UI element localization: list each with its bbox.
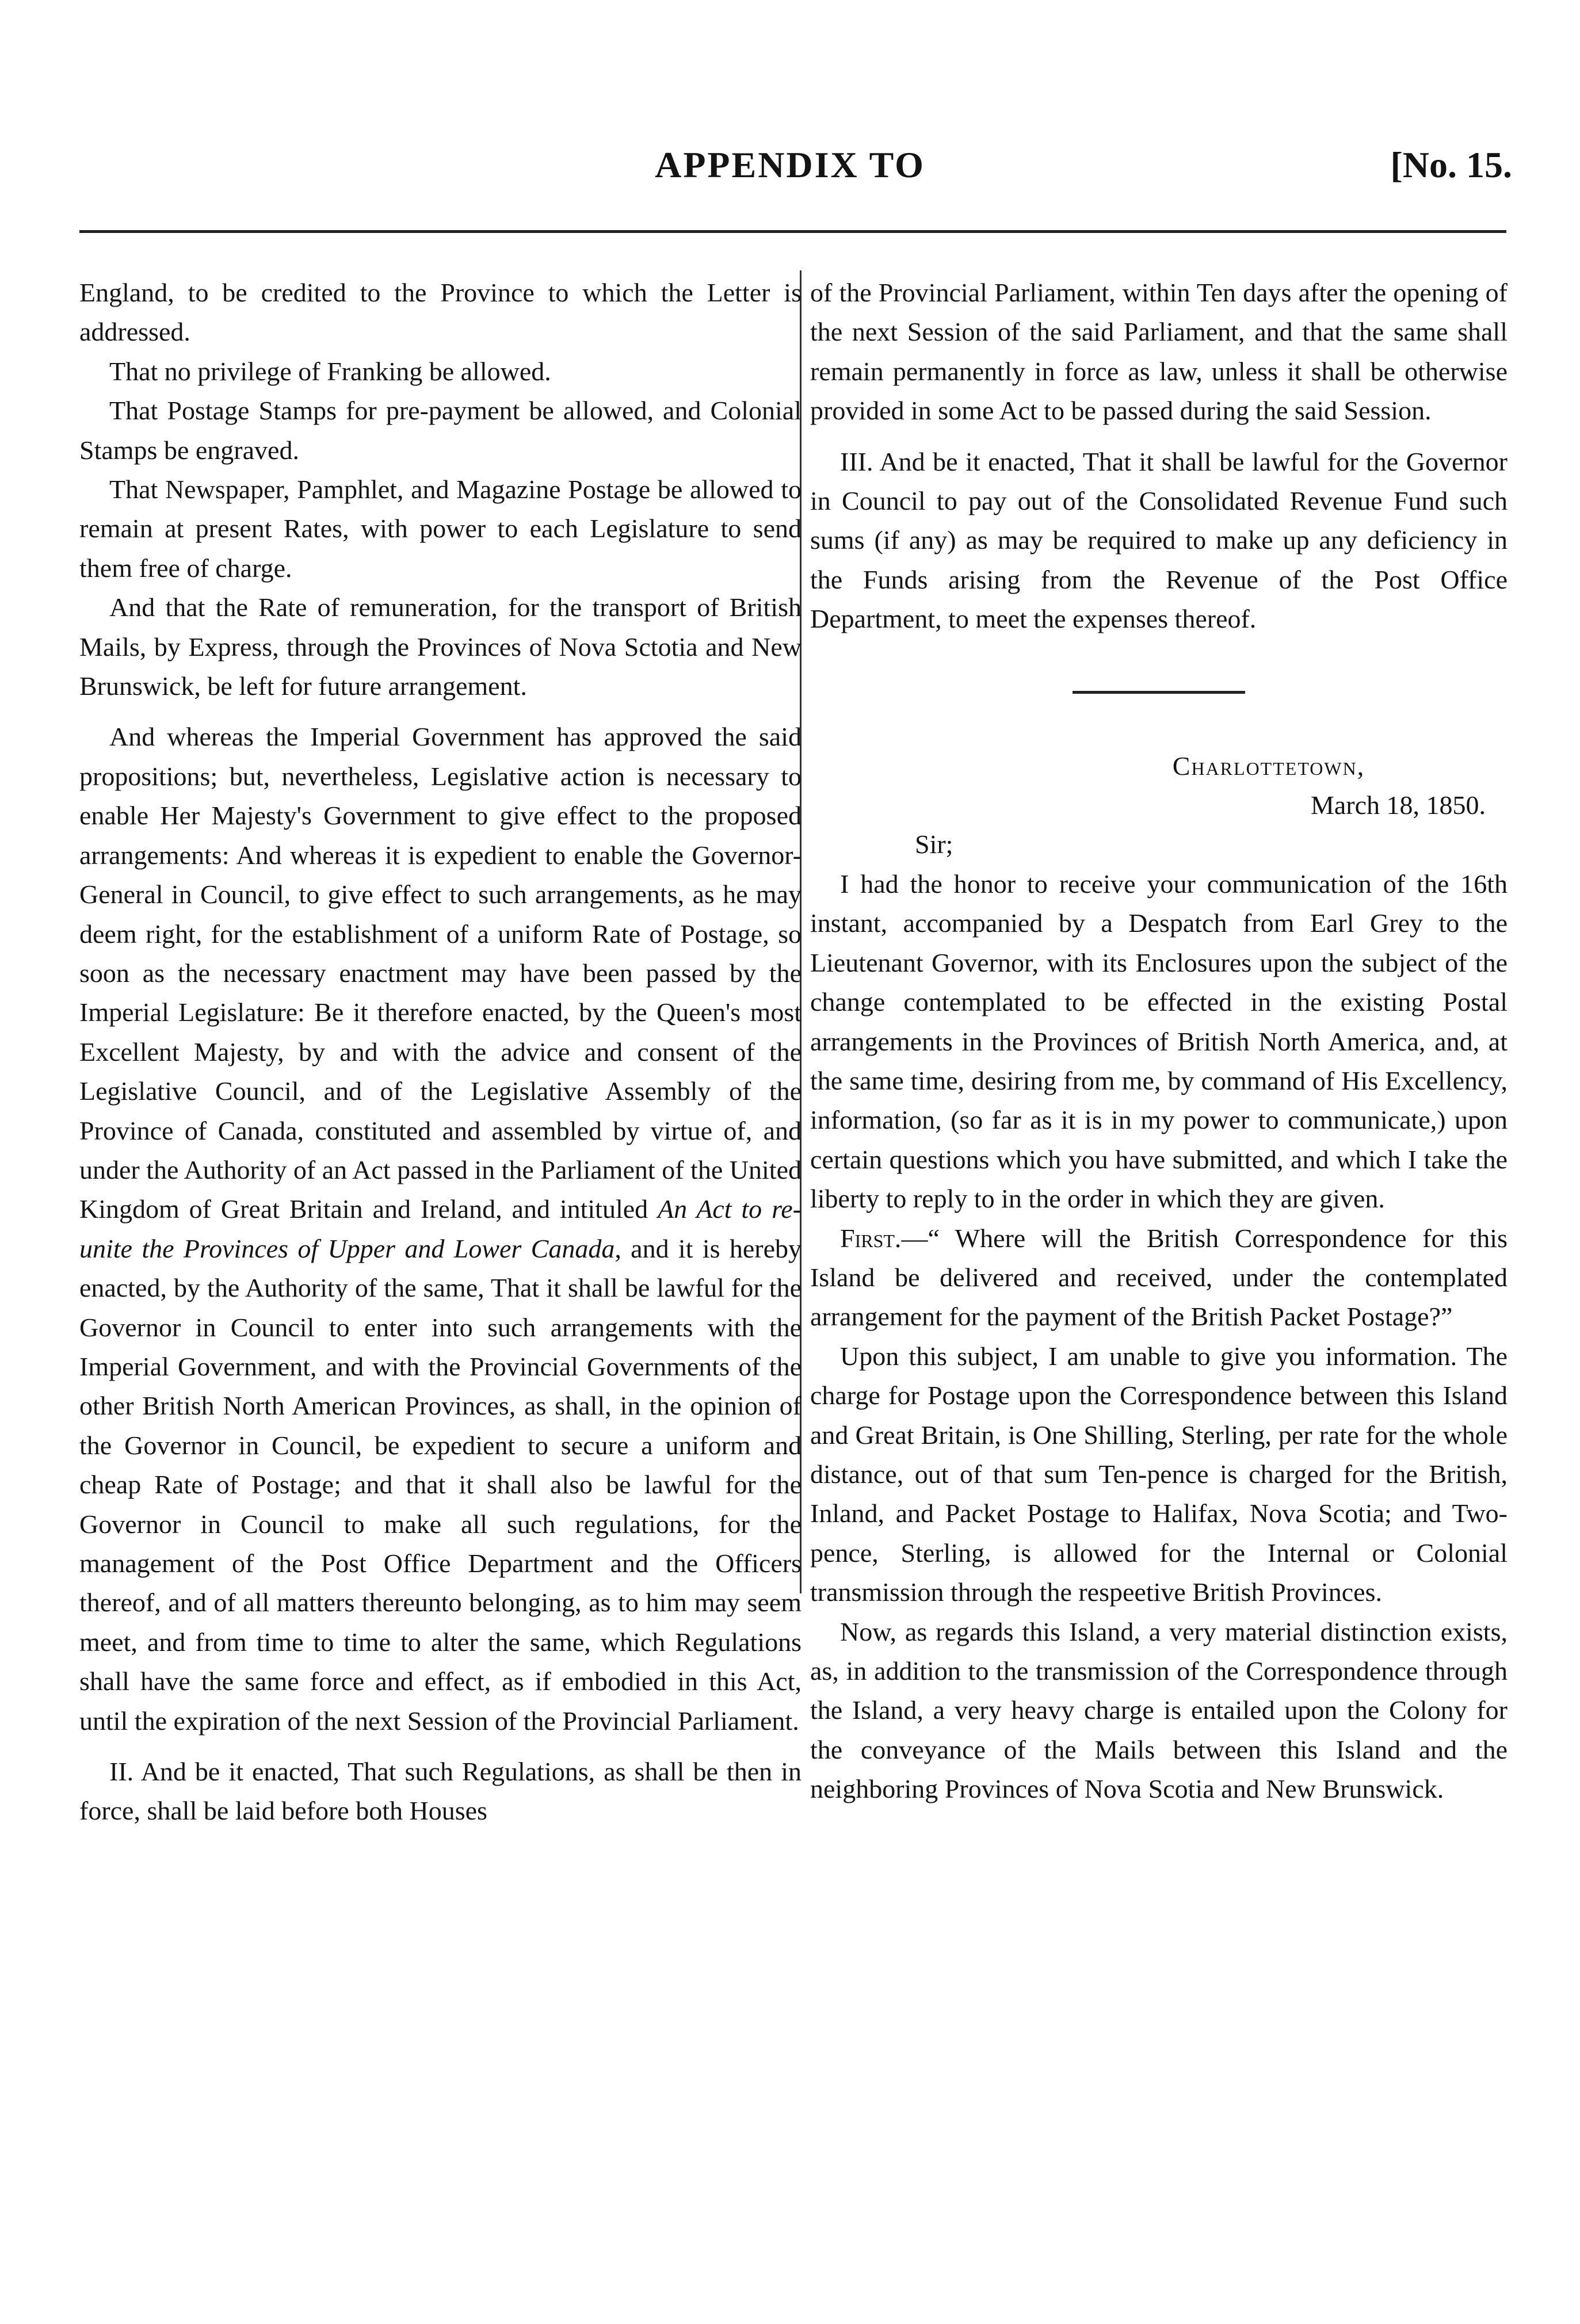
paragraph: Upon this subject, I am unable to give you information. The charge for Postage upon the Correspondence between this Island and Great Britain, is One Shilling, Sterling, per rate for the whole distance, out of that sum Ten-pence is charged for the British, Inland, and Packet Postage to Halifax, Nova Scotia; and Two-pence, Sterling, is allowed for the Internal or Colonial transmission through the respeetive British Provinces. xyxy=(810,1341,1508,1607)
enactment-paragraph xyxy=(79,717,802,1741)
header-rule xyxy=(79,230,1506,233)
section-two-paragraph: II. And be it enacted, That such Regulations, as shall be then in force, shall be laid before both Houses xyxy=(79,1757,802,1826)
page-number: [No. 15. xyxy=(1390,144,1512,185)
question-lead: First. xyxy=(840,1223,902,1253)
paragraph: That Newspaper, Pamphlet, and Magazine Postage be allowed to remain at present Rates, with power to each Legislature to send them free of charge. xyxy=(79,475,802,583)
paragraph: of the Provincial Parliament, within Ten days after the opening of the next Session of the said Parliament, and that the same shall remain permanently in force as law, unless it shall be otherwise provided in some Act to be passed during the said Session. xyxy=(810,278,1508,426)
page-header xyxy=(0,144,1580,196)
enactment-text-a: And whereas the Imperial Government has approved the said propositions; but, nevertheless, Legislative action is necessary to enable Her Majesty's Government to give effect to the proposed arrangements: And whereas it is expedient to enable the Governor-General in Council, to give effect to such arrangements, as he may deem right, for the establishment of a uniform Rate of Postage, so soon as the necessary enactment may have been passed by the Imperial Legislature: Be it therefore enacted, by the Queen's most Excellent Majesty, by and with the advice and consent of the Legislative Council, and of the Legislative Assembly of the Province of Canada, constituted and assembled by virtue of, and under the Authority of an Act passed in the Parliament of the United Kingdom of Great Britain and Ireland, and intituled xyxy=(79,722,802,1224)
paragraph: And that the Rate of remuneration, for the transport of British Mails, by Express, through the Provinces of Nova Sctotia and New Brunswick, be left for future arrangement. xyxy=(79,593,802,701)
letter-date: March 18, 1850. xyxy=(1310,790,1486,820)
left-column xyxy=(79,273,802,1831)
page-title: APPENDIX TO xyxy=(655,144,925,185)
paragraph: That Postage Stamps for pre-payment be allowed, and Colonial Stamps be engraved. xyxy=(79,396,802,465)
section-three-paragraph: III. And be it enacted, That it shall be lawful for the Governor in Council to pay out of the Consolidated Revenue Fund such sums (if any) as may be required to make up any deficiency in the Funds arising from the Revenue of the Post Office Department, to meet the expenses thereof. xyxy=(810,446,1508,634)
paragraph: That no privilege of Franking be allowed. xyxy=(109,356,551,386)
question-paragraph xyxy=(810,1219,1508,1337)
question-text: —“ Where will the British Correspondence for this Island be delivered and received, under the contemplated arrangement for the payment of the British Packet Postage?” xyxy=(810,1223,1508,1332)
right-column xyxy=(810,273,1508,1809)
paragraph: I had the honor to receive your communication of the 16th instant, accompanied by a Despatch from Earl Grey to the Lieutenant Governor, with its Enclosures upon the subject of the change contemplated to be effected in the existing Postal arrangements in the Provinces of British North America, and, at the same time, desiring from me, by command of His Excellency, information, (so far as it is in my power to communicate,) upon certain questions which you have submitted, and which I take the liberty to reply to in the order in which they are given. xyxy=(810,869,1508,1214)
act-title: An Act to re-unite the Provinces of Upper and Lower Canada xyxy=(79,1194,802,1263)
section-rule xyxy=(1073,691,1245,694)
letter-place: Charlottetown, xyxy=(1172,751,1365,781)
paragraph: England, to be credited to the Province to which the Letter is addressed. xyxy=(79,278,802,347)
enactment-text-b: , and it is hereby enacted, by the Authority of the same, That it shall be lawful for the Governor in Council to enter into such arrangements with the Imperial Government, and with the Provincial Governments of the other British North American Provinces, as shall, in the opinion of the Governor in Council, be expedient to secure a uniform and cheap Rate of Postage; and that it shall also be lawful for the Governor in Council to make all such regulations, for the management of the Post Office Department and the Officers thereof, and of all matters thereunto belonging, as to him may seem meet, and from time to time to alter the same, which Regulations shall have the same force and effect, as if embodied in this Act, until the expiration of the next Session of the Provincial Parliament. xyxy=(79,1233,802,1736)
paragraph: Now, as regards this Island, a very material distinction exists, as, in addition to the transmission of the Correspondence through the Island, a very heavy charge is entailed upon the Colony for the conveyance of the Mails between this Island and the neighboring Provinces of Nova Scotia and New Brunswick. xyxy=(810,1616,1508,1804)
dateline xyxy=(810,747,1508,825)
salutation: Sir; xyxy=(915,830,953,859)
